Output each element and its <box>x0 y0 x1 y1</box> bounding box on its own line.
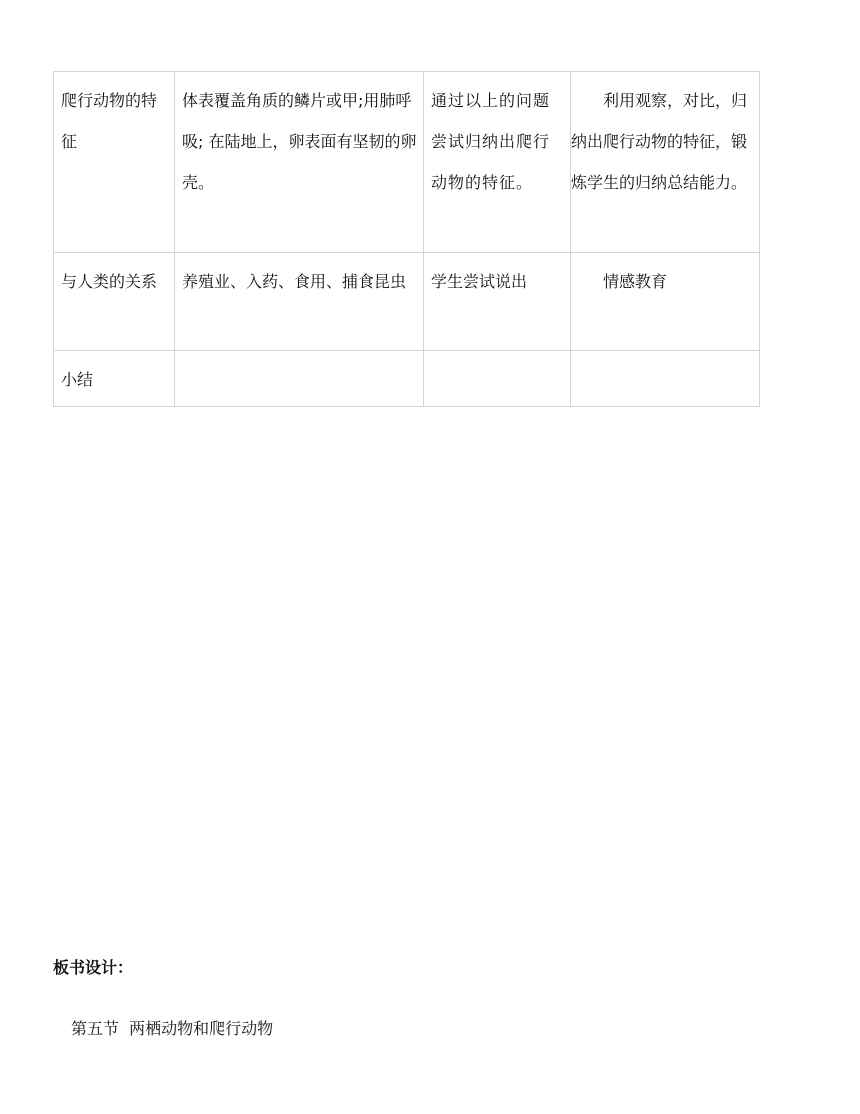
board-design-heading: 板书设计： <box>53 958 134 977</box>
table-cell-content <box>175 253 424 351</box>
cell-text: 爬行动物的特征 <box>61 91 158 151</box>
cell-text <box>571 351 755 359</box>
table-cell-intent <box>571 253 760 351</box>
cell-text: 学生尝试说出 <box>431 272 528 291</box>
cell-text: 体表覆盖角质的鳞片或甲;用肺呼吸; 在陆地上，卵表面有坚韧的卵壳。 <box>182 91 417 192</box>
cell-text: 通过以上的问题尝试归纳出爬行动物的特征。 <box>431 91 551 192</box>
table-row <box>54 72 760 253</box>
table-cell-topic <box>54 351 175 407</box>
table-row <box>54 351 760 407</box>
table-cell-content <box>175 351 424 407</box>
cell-text <box>182 351 417 359</box>
table-row <box>54 253 760 351</box>
lesson-table <box>53 71 760 407</box>
cell-text: 与人类的关系 <box>61 272 158 291</box>
cell-text: 小结 <box>61 370 94 389</box>
cell-text <box>431 351 564 359</box>
cell-text: 利用观察，对比，归纳出爬行动物的特征，锻炼学生的归纳总结能力。 <box>571 91 748 192</box>
table-cell-activity <box>424 351 571 407</box>
table-cell-activity <box>424 72 571 253</box>
table-cell-activity <box>424 253 571 351</box>
board-design-line: 第五节 两栖动物和爬行动物 <box>71 1019 274 1038</box>
table-cell-intent <box>571 72 760 253</box>
table-cell-topic <box>54 253 175 351</box>
table-cell-topic <box>54 72 175 253</box>
table-cell-content <box>175 72 424 253</box>
table-cell-intent <box>571 351 760 407</box>
cell-text: 情感教育 <box>603 272 668 291</box>
cell-text: 养殖业、入药、食用、捕食昆虫 <box>182 272 407 291</box>
